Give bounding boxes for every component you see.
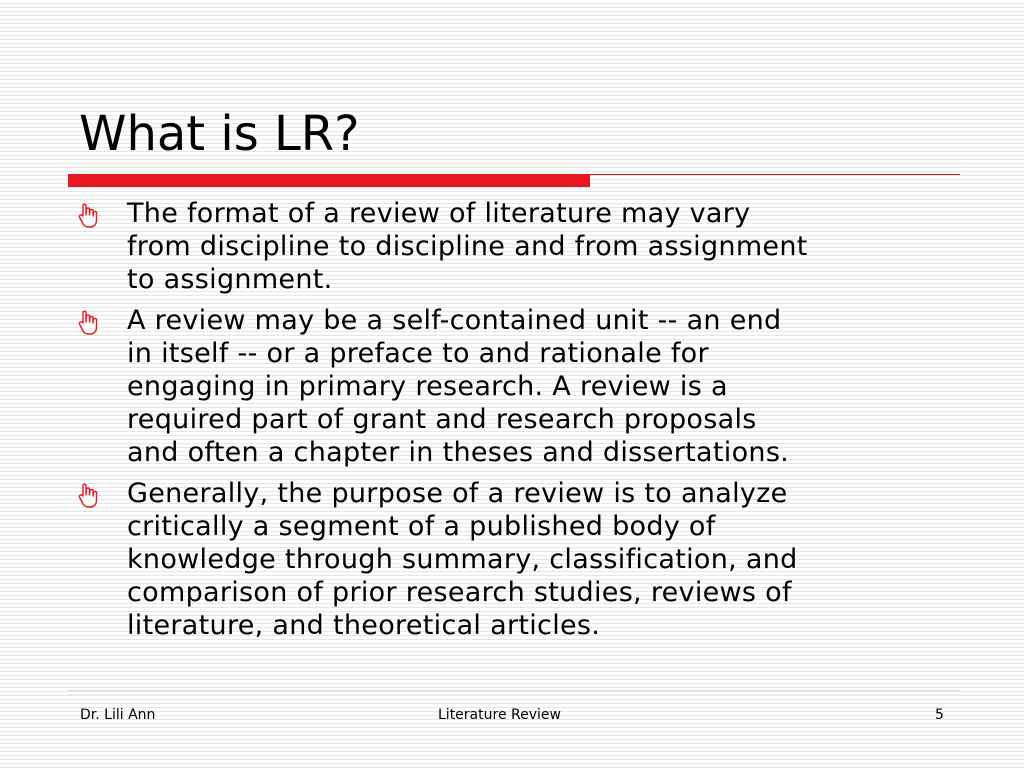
footer-author: Dr. Lili Ann bbox=[80, 707, 156, 723]
slide-title: What is LR? bbox=[79, 106, 360, 162]
title-underline-thick bbox=[68, 174, 590, 187]
bullet-item bbox=[76, 197, 976, 296]
pointing-hand-icon bbox=[78, 483, 102, 509]
bullet-text: A review may be a self-contained unit -- an end in itself -- or a preface to and rationale for engaging in primary research. A review is a required part of grant and research proposals and often a chapter in theses and dissertations. bbox=[127, 305, 790, 468]
footer-divider-shadow bbox=[68, 694, 960, 695]
footer-topic: Literature Review bbox=[438, 707, 561, 723]
footer-divider bbox=[68, 690, 960, 691]
bullet-text: Generally, the purpose of a review is to analyze critically a segment of a published body of knowledge through summary, classification, and comparison of prior research studies, reviews of literature, and theoretical articles. bbox=[127, 478, 798, 641]
bullet-text: The format of a review of literature may vary from discipline to discipline and from assignment to assignment. bbox=[127, 198, 808, 295]
bullet-item bbox=[76, 477, 976, 642]
footer-page-number: 5 bbox=[935, 707, 944, 723]
pointing-hand-icon bbox=[78, 310, 102, 336]
pointing-hand-icon bbox=[78, 203, 102, 229]
bullet-item bbox=[76, 304, 976, 469]
title-underline-thin bbox=[590, 174, 960, 175]
bullet-list bbox=[76, 197, 976, 650]
